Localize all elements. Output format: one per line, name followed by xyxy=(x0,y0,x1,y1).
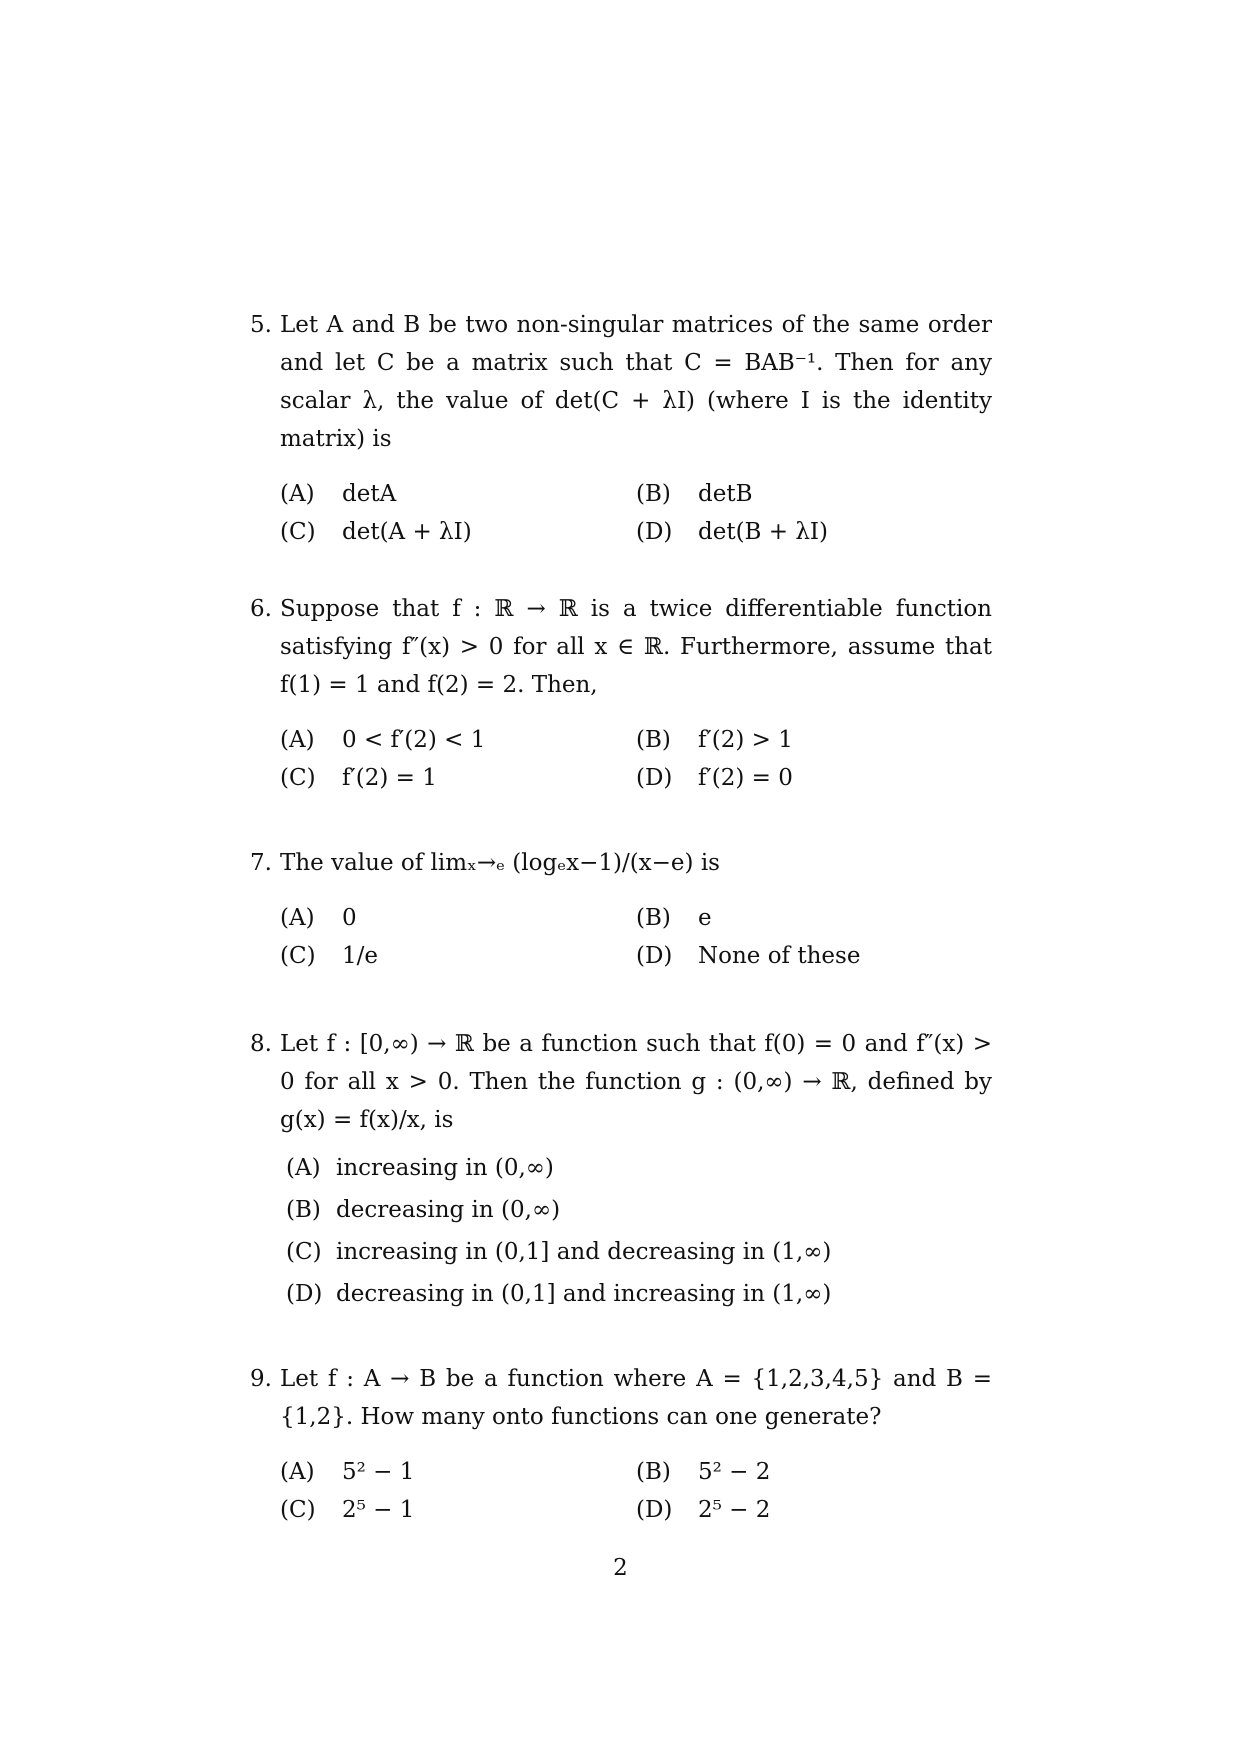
choice-b xyxy=(286,1189,998,1231)
choice-a xyxy=(280,721,636,759)
choice-text: increasing in (0,1] and decreasing in (1,∞) xyxy=(336,1239,832,1265)
choice-a xyxy=(286,1147,998,1189)
choice-text: e xyxy=(698,905,712,931)
choice-label: (D) xyxy=(636,765,673,791)
choice-text: 5² − 2 xyxy=(698,1459,771,1485)
question-number: 9. xyxy=(250,1366,272,1392)
question-text: Let f : [0,∞) → ℝ be a function such that f(0) = 0 and f″(x) > 0 for all x > 0. Then the function g : (0,∞) → ℝ, defined by g(x) = f(x)/x, is xyxy=(280,1031,992,1133)
question-number: 5. xyxy=(250,312,272,338)
choice-text: detB xyxy=(698,481,753,507)
choice-c xyxy=(280,937,636,975)
question-8 xyxy=(250,1025,992,1315)
question-9 xyxy=(250,1360,992,1529)
question-number: 8. xyxy=(250,1031,272,1057)
choice-c xyxy=(280,759,636,797)
choice-label: (A) xyxy=(280,905,315,931)
choice-c xyxy=(280,513,636,551)
choice-d xyxy=(636,1491,992,1529)
choice-text: 0 xyxy=(342,905,357,931)
answer-choices xyxy=(280,1147,992,1315)
choice-label: (C) xyxy=(280,1497,316,1523)
choice-label: (A) xyxy=(280,481,315,507)
choice-label: (B) xyxy=(636,727,671,753)
choice-d xyxy=(636,759,992,797)
choice-c xyxy=(280,1491,636,1529)
choice-b xyxy=(636,475,992,513)
choice-text: detA xyxy=(342,481,397,507)
question-7 xyxy=(250,844,992,975)
question-text: The value of limₓ→ₑ (logₑx−1)/(x−e) is xyxy=(280,850,720,876)
choice-a xyxy=(280,475,636,513)
choice-b xyxy=(636,899,992,937)
choice-label: (B) xyxy=(636,1459,671,1485)
question-number: 6. xyxy=(250,596,272,622)
answer-choices xyxy=(280,899,992,975)
choice-d xyxy=(636,937,992,975)
choice-text: 5² − 1 xyxy=(342,1459,415,1485)
choice-c xyxy=(286,1231,998,1273)
choice-text: f′(2) = 0 xyxy=(698,765,793,791)
question-text: Let f : A → B be a function where A = {1,2,3,4,5} and B = {1,2}. How many onto functions can one generate? xyxy=(280,1366,992,1430)
choice-text: 0 < f′(2) < 1 xyxy=(342,727,486,753)
answer-choices xyxy=(280,1453,992,1529)
choice-label: (C) xyxy=(280,765,316,791)
choice-label: (A) xyxy=(280,1459,315,1485)
choice-text: None of these xyxy=(698,943,861,969)
choice-label: (C) xyxy=(280,943,316,969)
choice-text: decreasing in (0,1] and increasing in (1,∞) xyxy=(336,1281,832,1307)
choice-label: (B) xyxy=(636,905,671,931)
page-number: 2 xyxy=(613,1555,628,1581)
choice-d xyxy=(636,513,992,551)
choice-label: (D) xyxy=(636,519,673,545)
choice-d xyxy=(286,1273,998,1315)
choice-text: 2⁵ − 1 xyxy=(342,1497,415,1523)
choice-label: (A) xyxy=(286,1155,321,1181)
choice-text: f′(2) = 1 xyxy=(342,765,437,791)
question-5 xyxy=(250,306,992,551)
choice-text: det(A + λI) xyxy=(342,519,472,545)
choice-text: f′(2) > 1 xyxy=(698,727,793,753)
choice-text: increasing in (0,∞) xyxy=(336,1155,554,1181)
choice-b xyxy=(636,721,992,759)
choice-label: (B) xyxy=(286,1197,321,1223)
choice-label: (C) xyxy=(280,519,316,545)
choice-label: (D) xyxy=(636,1497,673,1523)
choice-b xyxy=(636,1453,992,1491)
choice-text: 1/e xyxy=(342,943,378,969)
choice-label: (A) xyxy=(280,727,315,753)
question-text: Suppose that f : ℝ → ℝ is a twice differentiable function satisfying f″(x) > 0 for all x ∈ ℝ. Furthermore, assume that f(1) = 1 and f(2) = 2. Then, xyxy=(280,596,992,698)
choice-a xyxy=(280,1453,636,1491)
choice-label: (D) xyxy=(636,943,673,969)
question-number: 7. xyxy=(250,850,272,876)
question-6 xyxy=(250,590,992,797)
choice-text: det(B + λI) xyxy=(698,519,828,545)
choice-a xyxy=(280,899,636,937)
choice-label: (B) xyxy=(636,481,671,507)
choice-text: decreasing in (0,∞) xyxy=(336,1197,561,1223)
choice-text: 2⁵ − 2 xyxy=(698,1497,771,1523)
question-text: Let A and B be two non-singular matrices of the same order and let C be a matrix such that C = BAB⁻¹. Then for any scalar λ, the value of det(C + λI) (where I is the identity matrix) is xyxy=(280,312,992,452)
choice-label: (C) xyxy=(286,1239,322,1265)
choice-label: (D) xyxy=(286,1281,323,1307)
answer-choices xyxy=(280,475,992,551)
answer-choices xyxy=(280,721,992,797)
